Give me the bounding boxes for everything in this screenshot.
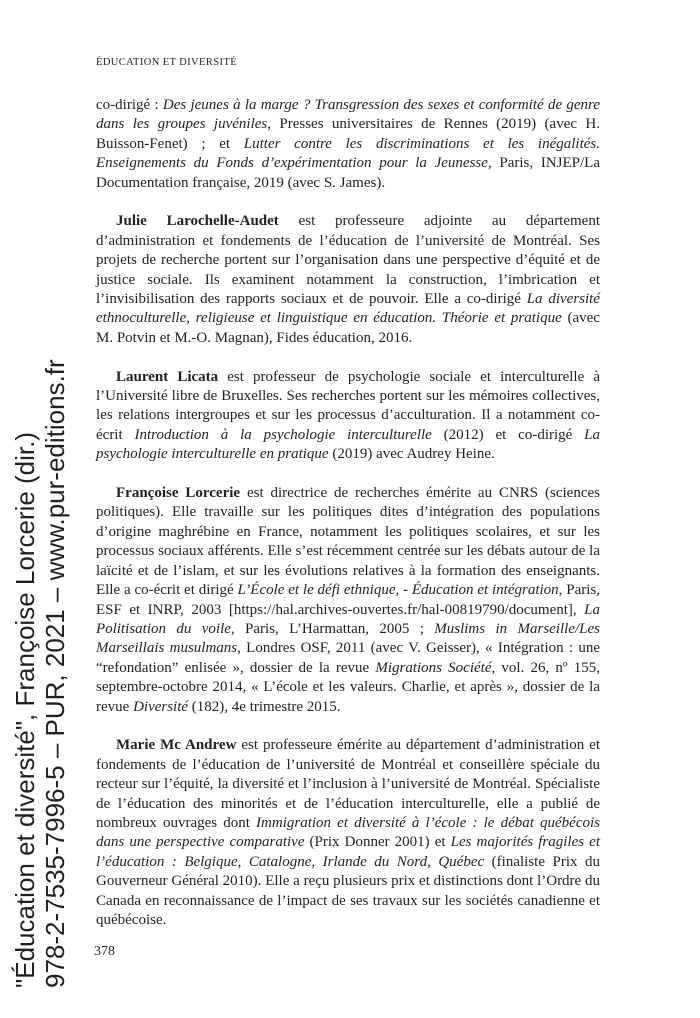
work-title: L’École et le défi ethnique, - Éducation et intégration	[237, 582, 559, 599]
bio-text: (2019) avec Audrey Heine.	[328, 446, 495, 463]
work-title: Introduction à la psychologie interculturelle	[134, 426, 432, 443]
bio-text: (2012) et co-dirigé	[431, 426, 585, 443]
work-title: Diversité	[133, 698, 189, 715]
bio-paragraph-larochelle-audet	[96, 212, 600, 348]
bio-paragraph-mc-andrew	[96, 736, 600, 930]
watermark-line-2: 978-2-7535-7996-5 – PUR, 2021 – www.pur-editions.fr	[40, 359, 70, 988]
bio-text: est directrice de recherches émérite au CNRS (sciences politiques). Elle travaille sur les politiques dites d’intégration des populations d’origine maghrébine en France, notamment les politiques scolaires, et sur les processus sociaux afférents. Elle s’est récemment centrée sur les débats autour de la laïcité et de l’islam, et sur les évolutions relatives à la formation des enseignants. Elle a co-écrit et dirigé	[96, 485, 600, 599]
running-head: ÉDUCATION ET DIVERSITÉ	[96, 57, 238, 68]
bio-text: (Prix Donner 2001) et	[304, 834, 451, 851]
author-name: Laurent Licata	[116, 368, 219, 385]
bio-text: est professeur de psychologie sociale et interculturelle à l’Université libre de Bruxelles. Ses recherches portent sur les mémoires collectives, les relations intergroupes et sur les processus d’acculturation. Il a notamment co-écrit	[96, 368, 600, 443]
bio-text: , Paris, ESF et INRP, 2003 [https://hal.archives-ouvertes.fr/hal-00819790/document],	[96, 582, 600, 618]
bio-text: , Paris, INJEP/La Documentation française, 2019 (avec S. James).	[96, 155, 600, 191]
watermark-line-1: "Éducation et diversité", Françoise Lorcerie (dir.)	[10, 431, 40, 988]
work-title: Immigration et diversité à l’école : le débat québécois dans une perspective comparative	[96, 814, 601, 851]
bio-text: , vol. 26, nº 155, septembre-octobre 2014, « L’école et les valeurs. Charlie, et après », dossier de la revue	[96, 659, 601, 715]
work-title: Les majorités fragiles et l’éducation : Belgique, Catalogne, Irlande du Nord, Québec	[96, 834, 600, 870]
bio-paragraph-lorcerie	[96, 484, 600, 717]
work-title: Des jeunes à la marge ? Transgression des sexes et conformité de genre dans les groupes juvéniles	[96, 97, 600, 133]
author-name: Julie Larochelle-Audet	[116, 213, 279, 230]
work-title: Lutter contre les discriminations et les inégalités. Enseignements du Fonds d’expérimentation pour la Jeunesse	[96, 135, 601, 172]
bio-text: , Presses universitaires de Rennes (2019) (avec H. Buisson-Fenet) ; et	[96, 116, 600, 152]
work-title: La psychologie interculturelle en pratique	[96, 426, 600, 463]
bio-text: (avec M. Potvin et M.-O. Magnan), Fides éducation, 2016.	[96, 310, 600, 346]
bio-text: co-dirigé :	[96, 97, 163, 113]
bio-text-block	[96, 96, 600, 950]
work-title: Muslims in Marseille/Les Marseillais musulmans	[96, 620, 601, 657]
bio-paragraph-licata	[96, 368, 600, 465]
author-name: Françoise Lorcerie	[116, 485, 241, 502]
side-watermark	[10, 0, 70, 988]
bio-text: est professeure adjointe au département d’administration et fondements de l’éducation de l’université de Montréal. Ses projets de recherche portent sur l’organisation dans une perspective d’équité et de justice sociale. Ils examinent notamment la construction, l’imbrication et l’invisibilisation des rapports sociaux et de pouvoir. Elle a co-dirigé	[96, 213, 601, 308]
work-title: La diversité ethnoculturelle, religieuse et linguistique en éducation. Théorie et pratique	[96, 291, 600, 327]
bio-text: , Paris, L’Harmattan, 2005 ;	[230, 620, 435, 637]
bio-paragraph-continuation	[96, 96, 600, 193]
bio-text: (182), 4e trimestre 2015.	[188, 698, 341, 715]
author-name: Marie Mc Andrew	[116, 737, 237, 754]
bio-text: (finaliste Prix du Gouverneur Général 2010). Elle a reçu plusieurs prix et distinctions dont l’Ordre du Canada en reconnaissance de l’impact de ses travaux sur les sociétés canadienne et québécoise.	[96, 853, 600, 928]
work-title: Migrations Société	[375, 659, 492, 676]
page-number: 378	[94, 944, 115, 959]
bio-text: , Londres OSF, 2011 (avec V. Geisser), « Intégration : une “refondation” enlisée », dossier de la revue	[96, 640, 601, 676]
work-title: La Politisation du voile	[96, 601, 600, 637]
bio-text: est professeure émérite au département d’administration et fondements de l’éducation de l’université de Montréal et conseillère spéciale du recteur sur l’équité, la diversité et l’inclusion à l’université de Montréal. Spécialiste de l’éducation des minorités et de l’éducation interculturelle, elle a publié de nombreux ouvrages dont	[96, 737, 600, 831]
